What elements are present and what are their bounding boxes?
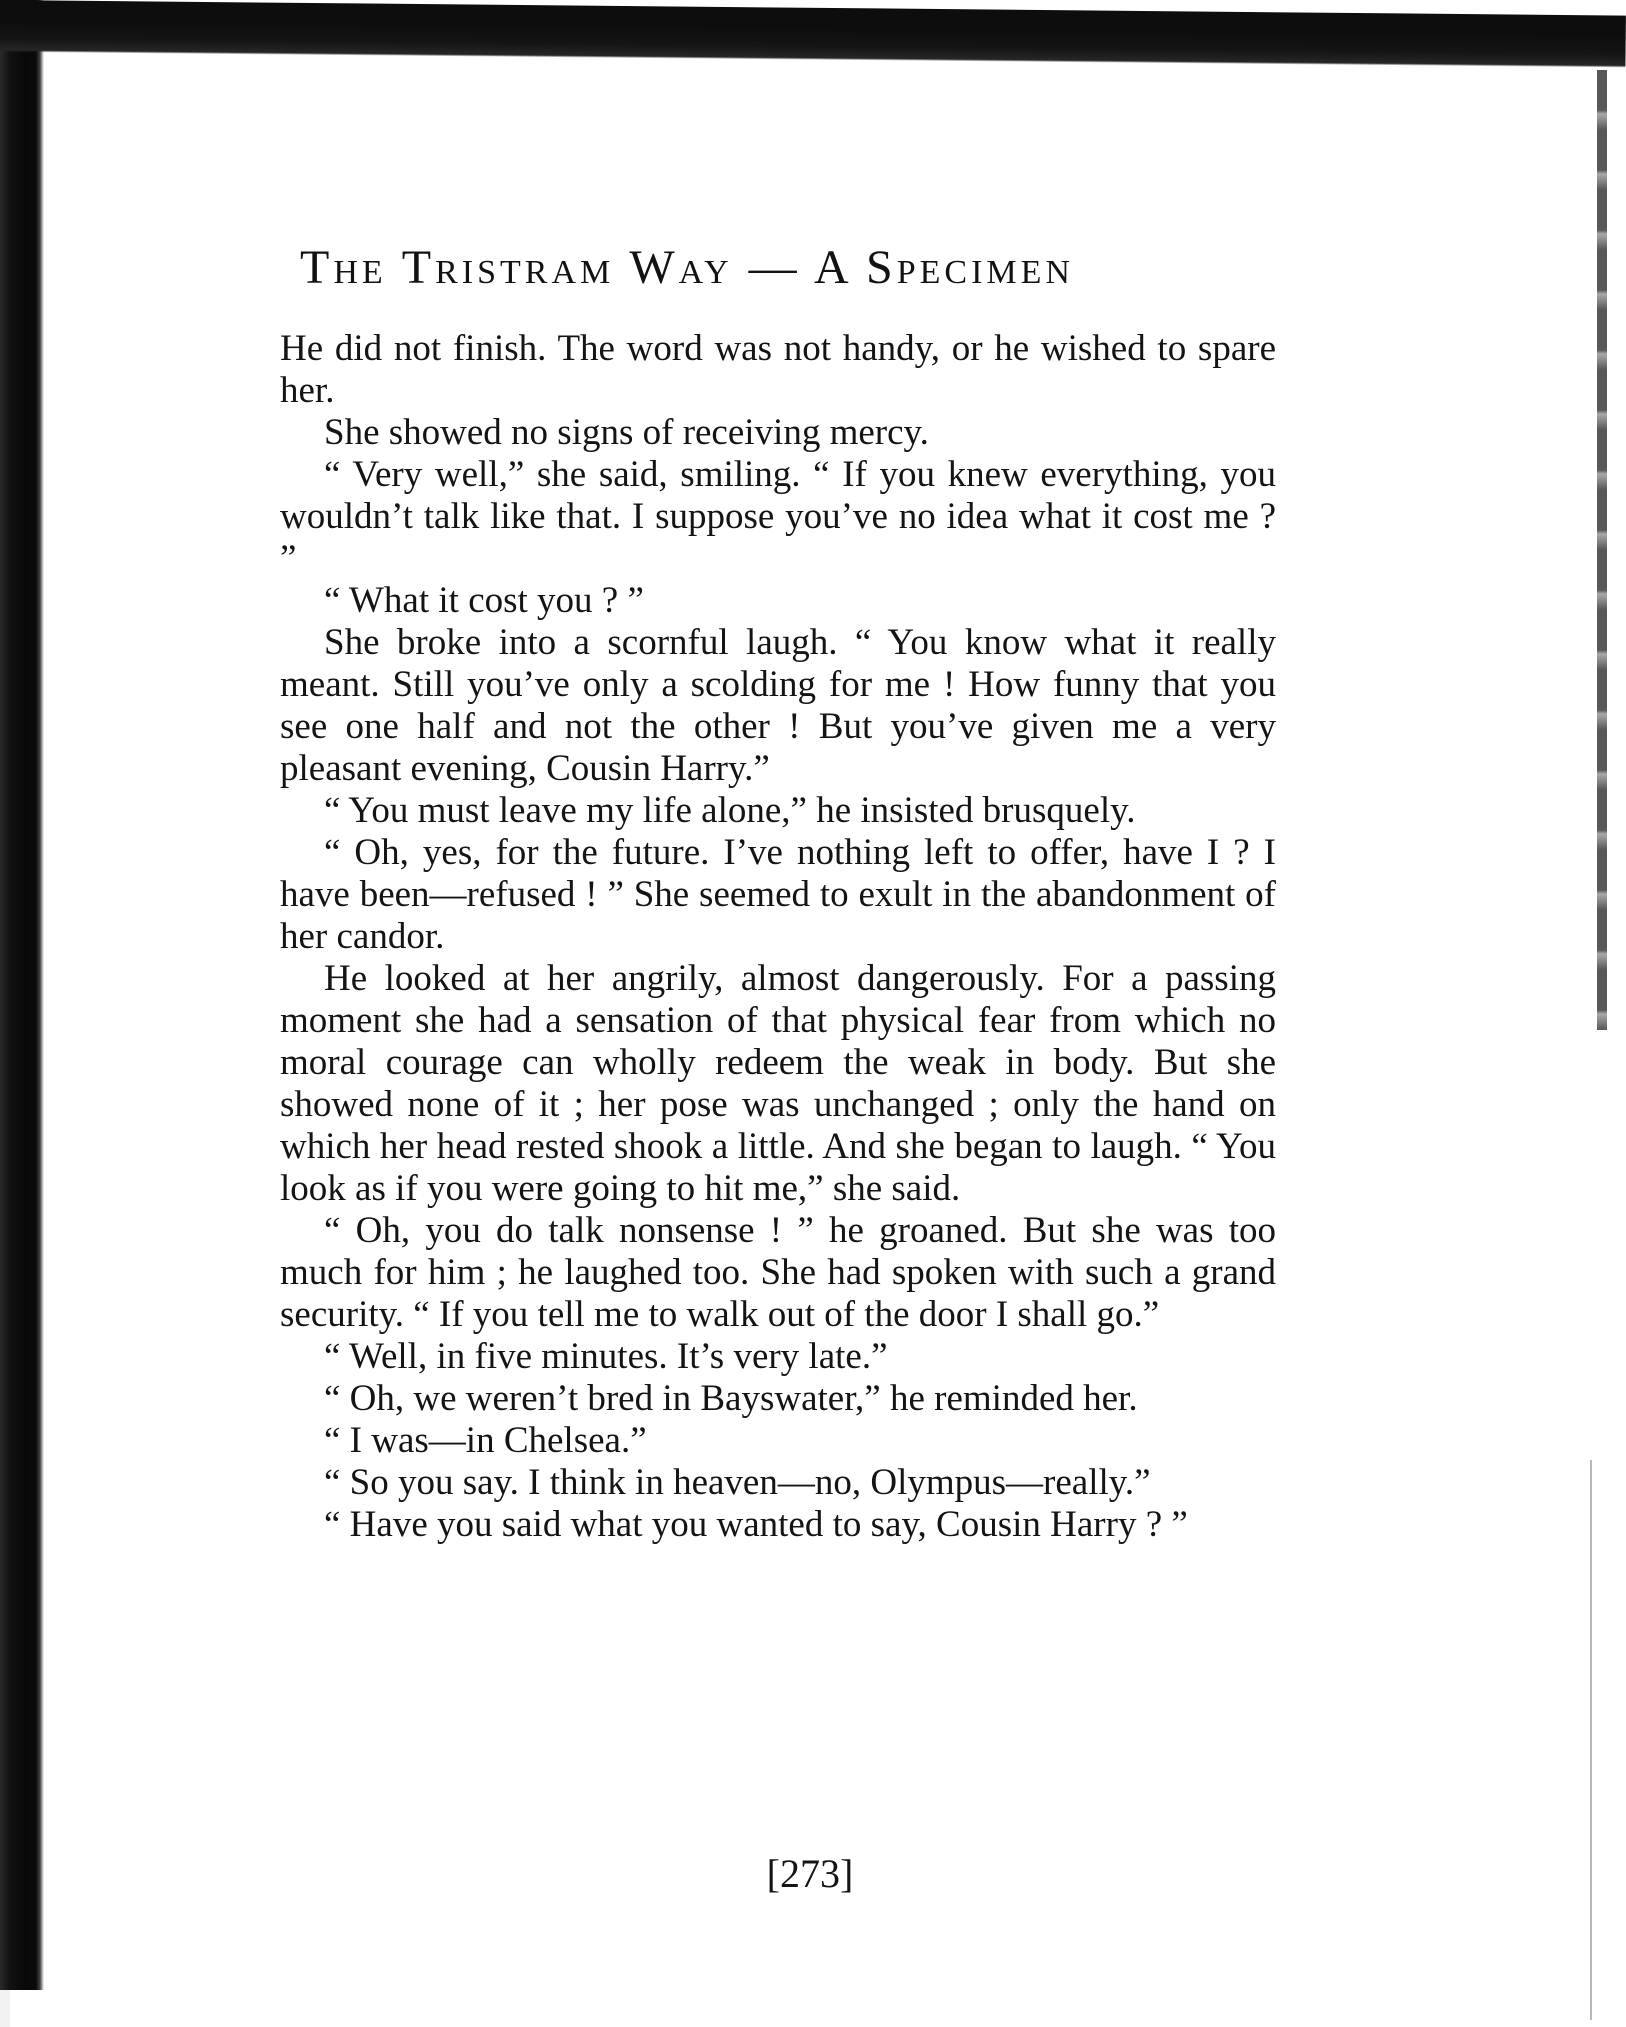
running-head: The Tristram Way — A Specimen [300,241,1074,294]
scan-right-line [1590,1460,1592,2020]
paragraph: “ Well, in five minutes. It’s very late.” [324,1336,888,1377]
page-number: [273] [766,1851,854,1896]
paragraph: “ I was—in Chelsea.” [324,1420,647,1461]
body-text [280,328,1276,1546]
scan-top-edge [0,0,1626,68]
paragraph: “ What it cost you ? ” [324,580,644,621]
paragraph: He looked at her angrily, almost dangerously. For a passing moment she had a sensation of that physical fear from which no moral courage can wholly redeem the weak in body. But she showed none of it ; her pose was unchanged ; only the hand on which her head rested shook a little. And she began to laugh. “ You look as if you were going to hit me,” she said. [280,958,1276,1209]
paragraph: He did not finish. The word was not handy, or he wished to spare her. [280,328,1276,411]
paragraph: She broke into a scornful laugh. “ You know what it really meant. Still you’ve only a scolding for me ! How funny that you see one half and not the other ! But you’ve given me a very pleasant evening, Cousin Harry.” [280,622,1276,789]
paragraph: She showed no signs of receiving mercy. [324,412,929,453]
paragraph: “ Oh, you do talk nonsense ! ” he groaned. But she was too much for him ; he laughed too. She had spoken with such a grand security. “ If you tell me to walk out of the door I shall go.” [280,1210,1276,1335]
paragraph: “ Very well,” she said, smiling. “ If you knew everything, you wouldn’t talk like that. I suppose you’ve no idea what it cost me ? ” [280,454,1276,579]
paragraph: “ So you say. I think in heaven—no, Olympus—really.” [324,1462,1151,1503]
paragraph: “ Oh, yes, for the future. I’ve nothing left to offer, have I ? I have been—refused ! ” She seemed to exult in the abandonment of her candor. [280,832,1276,957]
scan-left-edge [0,0,44,1990]
paragraph: “ Oh, we weren’t bred in Bayswater,” he reminded her. [324,1378,1138,1419]
paragraph: “ You must leave my life alone,” he insisted brusquely. [324,790,1136,831]
paragraph: “ Have you said what you wanted to say, Cousin Harry ? ” [324,1504,1188,1545]
scan-right-edge [1597,70,1607,1030]
